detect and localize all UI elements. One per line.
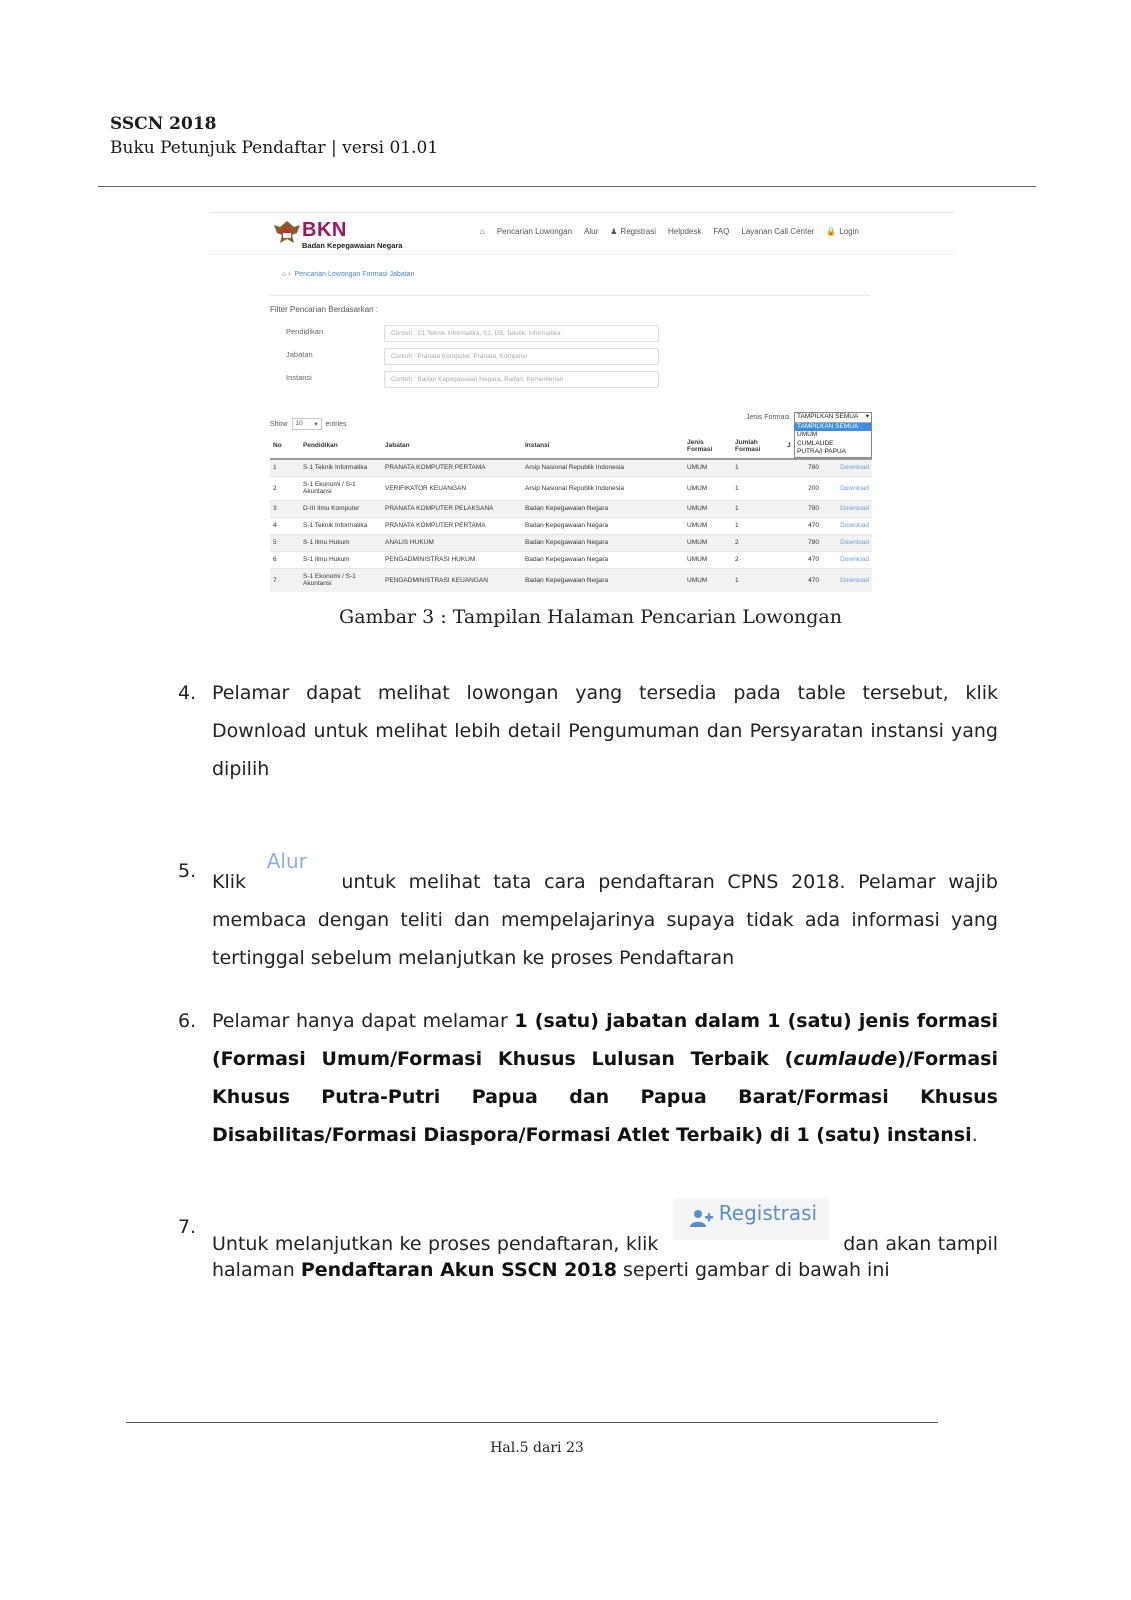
- user-plus-icon: [689, 1208, 713, 1228]
- cell-jabatan: VERIFIKATOR KEUANGAN: [382, 476, 522, 500]
- cell-jabatan: PRANATA KOMPUTER PERTAMA: [382, 517, 522, 534]
- item-text-mid: dan akan tampil halaman: [212, 1233, 998, 1281]
- cell-jumlah: 2: [732, 534, 784, 551]
- cell-instansi: Badan Kepegawaian Negara: [522, 551, 684, 568]
- nav-login-label: Login: [839, 227, 859, 236]
- cell-jenis: UMUM: [684, 517, 732, 534]
- item-text: [212, 849, 998, 977]
- cell-pendidikan: D-III Ilmu Komputer: [300, 500, 382, 517]
- download-link[interactable]: Download: [822, 459, 872, 476]
- cell-pendidikan: S-1 Ilmu Hukum: [300, 551, 382, 568]
- document-title: SSCN 2018: [110, 114, 217, 134]
- registrasi-button-label: Registrasi: [718, 1201, 818, 1225]
- nav-call-center[interactable]: Layanan Call Center: [741, 227, 815, 236]
- item-number: 6.: [178, 1010, 197, 1032]
- pendidikan-input[interactable]: Contoh : S1 Teknik Informatika, S1, D3, Teknik, Informatika: [384, 325, 659, 342]
- table-row: [270, 459, 872, 476]
- cell-no: 2: [270, 476, 300, 500]
- download-link[interactable]: Download: [822, 551, 872, 568]
- cell-j: 780: [784, 500, 822, 517]
- cell-pendidikan: S-1 Teknik Informatika: [300, 459, 382, 476]
- brand-name: BKN: [302, 219, 347, 241]
- list-item-4: [178, 674, 998, 788]
- jenis-formasi-label: Jenis Formasi: [746, 414, 790, 421]
- page-size-select[interactable]: [292, 418, 322, 430]
- breadcrumb-current[interactable]: Pencarian Lowongan Formasi Jabatan: [294, 271, 415, 278]
- cell-j: 780: [784, 534, 822, 551]
- cell-pendidikan: S-1 Ekonomi / S-1 Akuntansi: [300, 476, 382, 500]
- user-plus-icon: ♟: [610, 227, 618, 236]
- entries-label: entries: [325, 420, 347, 428]
- nav-faq[interactable]: FAQ: [713, 227, 730, 236]
- cell-jabatan: PRANATA KOMPUTER PERTAMA: [382, 459, 522, 476]
- document-subtitle: Buku Petunjuk Pendaftar | versi 01.01: [110, 138, 439, 158]
- jenis-option[interactable]: UMUM: [797, 431, 818, 438]
- garuda-emblem-icon: [272, 217, 302, 249]
- document-header: [110, 112, 438, 160]
- download-link[interactable]: Download: [822, 517, 872, 534]
- item-number: 5.: [178, 860, 197, 882]
- cell-no: 5: [270, 534, 300, 551]
- divider: [270, 295, 870, 296]
- item-text: [212, 1002, 998, 1154]
- filter-label-pendidikan: Pendidikan: [286, 327, 324, 336]
- lock-icon: 🔒: [826, 227, 837, 236]
- chevron-down-icon: ▾: [314, 421, 318, 428]
- col-j[interactable]: J: [784, 433, 822, 459]
- cell-no: 3: [270, 500, 300, 517]
- cell-jumlah: 1: [732, 568, 784, 592]
- cell-instansi: Arsip Nasional Republik Indonesia: [522, 476, 684, 500]
- download-link[interactable]: Download: [822, 534, 872, 551]
- breadcrumb: [282, 271, 414, 278]
- item-text: [212, 1201, 998, 1283]
- item-number: 4.: [178, 682, 197, 704]
- jenis-option[interactable]: PUTRA/I PAPUA: [797, 448, 847, 455]
- figure-screenshot: [210, 212, 955, 604]
- item-text-pre: Untuk melanjutkan ke proses pendaftaran, klik: [212, 1233, 659, 1255]
- list-item-5: [178, 849, 998, 977]
- cell-jumlah: 1: [732, 517, 784, 534]
- nav-login[interactable]: [826, 227, 859, 236]
- col-jumlah-formasi[interactable]: Jumlah Formasi: [732, 433, 784, 459]
- item-text-pre: Pelamar hanya dapat melamar: [212, 1010, 515, 1032]
- item-text: Pelamar dapat melihat lowongan yang tersedia pada table tersebut, klik Download untuk melihat lebih detail Pengumuman dan Persyaratan instansi yang dipilih: [212, 682, 998, 780]
- cell-jabatan: ANALIS HUKUM: [382, 534, 522, 551]
- nav-helpdesk[interactable]: Helpdesk: [668, 227, 702, 236]
- cell-instansi: Badan Kepegawaian Negara: [522, 534, 684, 551]
- cell-jenis: UMUM: [684, 500, 732, 517]
- cell-pendidikan: S-1 Ekonomi / S-1 Akuntansi: [300, 568, 382, 592]
- download-link[interactable]: Download: [822, 500, 872, 517]
- item-text-bold: 1 (satu) jabatan dalam 1 (satu) jenis formasi (Formasi Umum/Formasi Khusus Lulusan Terbaik (: [212, 1010, 998, 1070]
- filter-title: Filter Pencarian Berdasarkan :: [270, 305, 379, 314]
- cell-jumlah: 1: [732, 459, 784, 476]
- nav-alur[interactable]: Alur: [584, 227, 599, 236]
- table-row: [270, 476, 872, 500]
- cell-j: 200: [784, 476, 822, 500]
- download-link[interactable]: Download: [822, 568, 872, 592]
- alur-button-label: Alur: [266, 849, 307, 873]
- cell-j: 470: [784, 517, 822, 534]
- table-row: [270, 551, 872, 568]
- cell-jabatan: PENGADMINISTRASI KEUANGAN: [382, 568, 522, 592]
- item-text-rest: untuk melihat tata cara pendaftaran CPNS 2018. Pelamar wajib membaca dengan teliti dan mempelajarinya supaya tidak ada informasi yang tertinggal sebelum melanjutkan ke proses Pendaftaran: [212, 871, 998, 969]
- registrasi-button[interactable]: [673, 1198, 829, 1240]
- chevron-down-icon: ▾: [865, 413, 869, 420]
- cell-no: 4: [270, 517, 300, 534]
- filter-label-jabatan: Jabatan: [286, 350, 313, 359]
- cell-jumlah: 1: [732, 476, 784, 500]
- filter-label-instansi: Instansi: [286, 373, 312, 382]
- home-icon[interactable]: ⌂: [480, 227, 485, 236]
- table-row: [270, 500, 872, 517]
- jenis-formasi-current[interactable]: [795, 413, 871, 423]
- list-item-7: [178, 1201, 998, 1283]
- cell-instansi: Badan Kepegawaian Negara: [522, 500, 684, 517]
- jabatan-input[interactable]: Contoh : Pranata Komputer, Pranata, Komputer: [384, 348, 659, 365]
- nav-registrasi[interactable]: [610, 227, 656, 236]
- page-size-value: 10: [295, 420, 303, 427]
- item-text-italic: cumlaude: [793, 1048, 898, 1070]
- jenis-option[interactable]: CUMLAUDE: [797, 439, 834, 447]
- show-label: Show: [270, 420, 288, 428]
- jenis-option[interactable]: TAMPILKAN SEMUA: [795, 423, 871, 432]
- cell-jenis: UMUM: [684, 551, 732, 568]
- item-text-pre: Klik: [212, 871, 247, 893]
- list-item-6: [178, 1002, 998, 1154]
- cell-jenis: UMUM: [684, 459, 732, 476]
- item-text-bold: Pendaftaran Akun SSCN 2018: [300, 1259, 617, 1281]
- cell-instansi: Badan Kepegawaian Negara: [522, 568, 684, 592]
- item-number: 7.: [178, 1216, 197, 1238]
- brand-subtitle: Badan Kepegawaian Negara: [302, 241, 403, 250]
- bkn-logo[interactable]: [272, 217, 412, 251]
- header-divider: [98, 186, 1036, 187]
- page-number: Hal.5 dari 23: [490, 1440, 584, 1456]
- col-pendidikan[interactable]: Pendidikan: [300, 433, 382, 459]
- cell-no: 1: [270, 459, 300, 476]
- cell-instansi: Badan Kepegawaian Negara: [522, 517, 684, 534]
- footer-divider: [126, 1422, 938, 1423]
- nav-registrasi-label: Registrasi: [620, 227, 656, 236]
- cell-j: 470: [784, 568, 822, 592]
- cell-jumlah: 1: [732, 500, 784, 517]
- download-link[interactable]: Download: [822, 476, 872, 500]
- cell-jenis: UMUM: [684, 568, 732, 592]
- cell-pendidikan: S-1 Teknik Informatika: [300, 517, 382, 534]
- alur-button[interactable]: [259, 849, 319, 894]
- cell-j: 470: [784, 551, 822, 568]
- table-row: [270, 517, 872, 534]
- col-no[interactable]: No: [270, 433, 300, 459]
- instansi-input[interactable]: Contoh : Badan Kepegawaian Negara, Badan, Kementerian: [384, 371, 659, 388]
- cell-no: 6: [270, 551, 300, 568]
- cell-no: 7: [270, 568, 300, 592]
- table-row: [270, 568, 872, 592]
- cell-j: 780: [784, 459, 822, 476]
- nav-pencarian-lowongan[interactable]: Pencarian Lowongan: [496, 227, 573, 236]
- item-text-post: seperti gambar di bawah ini: [616, 1259, 890, 1281]
- cell-jenis: UMUM: [684, 534, 732, 551]
- show-entries: [270, 418, 347, 430]
- cell-jabatan: PRANATA KOMPUTER PELAKSANA: [382, 500, 522, 517]
- cell-pendidikan: S-1 Ilmu Hukum: [300, 534, 382, 551]
- figure-caption: Gambar 3 : Tampilan Halaman Pencarian Lowongan: [339, 606, 842, 628]
- cell-instansi: Arsip Nasional Republik Indonesia: [522, 459, 684, 476]
- item-text-bold: )/Formasi Khusus Putra-Putri Papua dan Papua Barat/Formasi Khusus Disabilitas/Formasi Diaspora/Formasi Atlet Terbaik) di 1 (satu) instansi: [212, 1048, 998, 1146]
- table-header: [270, 433, 872, 459]
- col-instansi[interactable]: Instansi: [522, 433, 684, 459]
- table-row: [270, 534, 872, 551]
- item-text-post: .: [971, 1124, 978, 1146]
- col-jabatan[interactable]: Jabatan: [382, 433, 522, 459]
- cell-jabatan: PENGADMINISTRASI HUKUM: [382, 551, 522, 568]
- cell-jenis: UMUM: [684, 476, 732, 500]
- cell-jumlah: 2: [732, 551, 784, 568]
- navbar: [210, 213, 955, 255]
- home-icon[interactable]: ⌂ ›: [282, 271, 291, 278]
- vacancy-table: [270, 433, 872, 592]
- col-jenis-formasi[interactable]: Jenis Formasi: [684, 433, 732, 459]
- col-action: [822, 433, 872, 459]
- jenis-formasi-value: TAMPILKAN SEMUA: [797, 413, 859, 420]
- nav-menu: [480, 227, 859, 236]
